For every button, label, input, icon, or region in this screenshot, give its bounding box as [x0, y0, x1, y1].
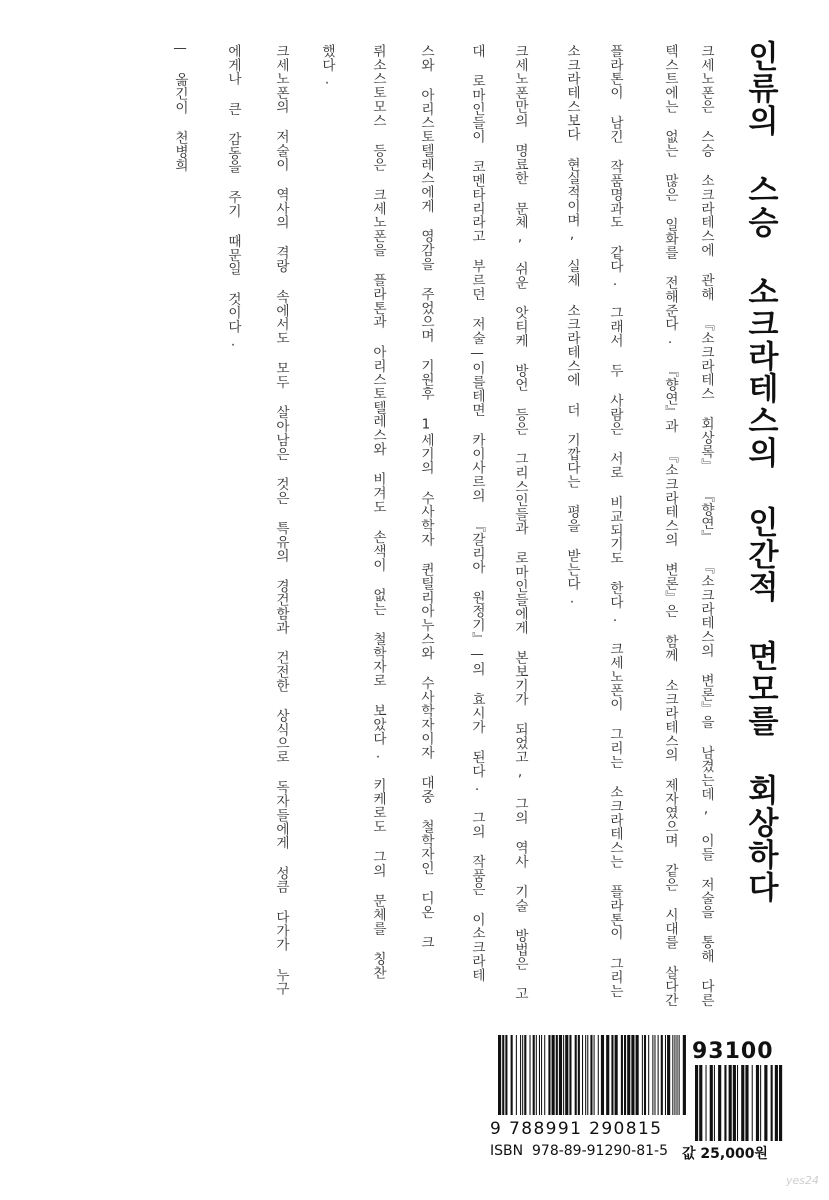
- barcode-bar: [672, 1035, 673, 1115]
- isbn-line: [490, 1143, 668, 1159]
- addon-barcode: [693, 1065, 783, 1145]
- barcode-bar: [699, 1065, 702, 1141]
- body-line: 에게나 큰 감동을 주기 때문일 것이다.: [225, 44, 241, 350]
- barcode-bar: [590, 1035, 592, 1115]
- body-line: 소크라테스보다 현실적이며, 실제 소크라테스에 더 기깝다는 평을 받는다.: [564, 44, 580, 607]
- barcode-bar: [752, 1065, 753, 1141]
- barcode-bar: [644, 1035, 646, 1115]
- barcode-bar: [582, 1035, 583, 1115]
- cover-title: 인류의 스승 소크라테스의 인간적 면모를 회상하다: [742, 40, 778, 904]
- barcode-bar: [714, 1065, 715, 1141]
- barcode-bar: [536, 1035, 537, 1115]
- barcode-bar: [737, 1065, 738, 1141]
- watermark: yes24: [786, 1174, 820, 1187]
- barcode-bar: [760, 1065, 761, 1141]
- ean-barcode: [490, 1035, 690, 1119]
- body-line: 대 로마인들이 코멘타리라고 부르던 저술—이를테면 카이사르의 『갈리아 원정기』—의 효시가 된다. 그의 작품은 이소크라테: [469, 44, 485, 982]
- barcode-bar: [636, 1035, 639, 1115]
- barcode-bar: [498, 1035, 501, 1115]
- barcode-bar: [606, 1035, 609, 1115]
- barcode-bar: [530, 1035, 531, 1115]
- barcode-bar: [624, 1035, 626, 1115]
- barcode-bar: [658, 1035, 659, 1115]
- barcode-bar: [631, 1035, 634, 1115]
- body-line: 뤼소스토모스 등은 크세노폰을 플라톤과 아리스토텔레스와 비겨도 손색이 없는 철학자로 보았다. 키케로도 그의 문체를 칭찬: [370, 44, 386, 980]
- barcode-bar: [642, 1035, 643, 1115]
- isbn-barcode-block: [490, 1035, 785, 1160]
- barcode-bar: [729, 1065, 732, 1141]
- addon-code: 93100: [692, 1039, 774, 1064]
- translator-credit: — 옮긴이 천병희: [172, 40, 188, 173]
- barcode-bar: [522, 1035, 523, 1115]
- price-label: 값: [682, 1146, 696, 1162]
- price-line: [682, 1143, 768, 1163]
- barcode-bar: [559, 1035, 562, 1115]
- barcode-bar: [775, 1065, 778, 1141]
- barcode-bar: [541, 1035, 542, 1115]
- barcode-bar: [665, 1035, 666, 1115]
- barcode-bar: [575, 1035, 577, 1115]
- barcode-bar: [578, 1035, 580, 1115]
- barcode-bar: [745, 1065, 748, 1141]
- body-line: 크세노폰은 스승 소크라테스에 관해 『소크라테스 회상록』 『향연』 『소크라테스의 변론』을 남겼는데, 이들 저술을 통해 다른: [698, 44, 714, 1008]
- barcode-bar: [710, 1065, 713, 1141]
- body-line: 텍스트에는 없는 많은 일화를 전해준다. 『향연』과 『소크라테스의 변론』은 함께 소크라테스의 제자였으며 같은 시대를 살다간: [662, 44, 678, 1008]
- barcode-bar: [505, 1035, 507, 1115]
- barcode-bar: [706, 1065, 707, 1141]
- barcode-bar: [683, 1035, 686, 1115]
- barcode-bar: [695, 1065, 698, 1141]
- barcode-bar: [756, 1065, 759, 1141]
- body-line: 크세노폰만의 명료한 문체, 쉬운 앗티케 방언 등은 그리스인들과 로마인들에게 본보기가 되었고, 그의 역사 기술 방법은 고: [512, 44, 528, 1001]
- barcode-bar: [654, 1035, 655, 1115]
- body-line: 크세노폰의 저술이 역사의 격랑 속에서도 모두 살아남은 것은 특유의 경건함과 건전한 상식으로 독자들에게 성큼 다가가 누구: [273, 44, 289, 996]
- barcode-bar: [548, 1035, 550, 1115]
- barcode-bar: [539, 1035, 540, 1115]
- barcode-bar: [648, 1035, 649, 1115]
- barcode-bar: [627, 1035, 630, 1115]
- barcode-bar: [615, 1035, 618, 1115]
- barcode-bar: [524, 1035, 526, 1115]
- barcode-bar: [661, 1035, 663, 1115]
- barcode-bar: [533, 1035, 535, 1115]
- barcode-bar: [674, 1035, 675, 1115]
- barcode-bar: [544, 1035, 545, 1115]
- ean-digits: 9 788991 290815: [490, 1119, 663, 1139]
- isbn-label: ISBN: [490, 1143, 524, 1159]
- barcode-bar: [587, 1035, 588, 1115]
- barcode-bar: [733, 1065, 736, 1141]
- body-line: 플라톤이 남긴 작품명과도 같다. 그래서 두 사람은 서로 비교되기도 한다. 크세노폰이 그리는 소크라테스는 플라톤이 그리는: [607, 44, 623, 998]
- barcode-bar: [556, 1035, 558, 1115]
- barcode-bar: [741, 1065, 744, 1141]
- barcode-bar: [771, 1065, 773, 1141]
- barcode-bar: [611, 1035, 613, 1115]
- barcode-bar: [724, 1065, 726, 1141]
- barcode-bar: [511, 1035, 513, 1115]
- barcode-bar: [563, 1035, 564, 1115]
- barcode-bar: [565, 1035, 568, 1115]
- barcode-bar: [516, 1035, 517, 1115]
- barcode-bar: [601, 1035, 604, 1115]
- isbn-number: 978-89-91290-81-5: [532, 1143, 669, 1159]
- barcode-bar: [779, 1065, 782, 1141]
- barcode-bar: [764, 1065, 767, 1141]
- barcode-bar: [502, 1035, 504, 1115]
- barcode-bar: [718, 1065, 721, 1141]
- body-line: 했다.: [319, 44, 335, 89]
- barcode-bar: [652, 1035, 653, 1115]
- barcode-bar: [677, 1035, 678, 1115]
- barcode-bar: [552, 1035, 555, 1115]
- barcode-bar: [667, 1035, 670, 1115]
- barcode-bar: [520, 1035, 521, 1115]
- barcode-bar: [594, 1035, 595, 1115]
- barcode-bar: [585, 1035, 586, 1115]
- price-value: 25,000원: [700, 1146, 768, 1162]
- barcode-bar: [621, 1035, 623, 1115]
- barcode-bar: [598, 1035, 599, 1115]
- barcode-bar: [679, 1035, 680, 1115]
- barcode-bar: [569, 1035, 571, 1115]
- body-line: 스와 아리스토텔레스에게 영감을 주었으며 기원후 1세기의 수사학자 퀸틸리아누스와 수사학자이자 대중 철학자인 디온 크: [418, 44, 434, 950]
